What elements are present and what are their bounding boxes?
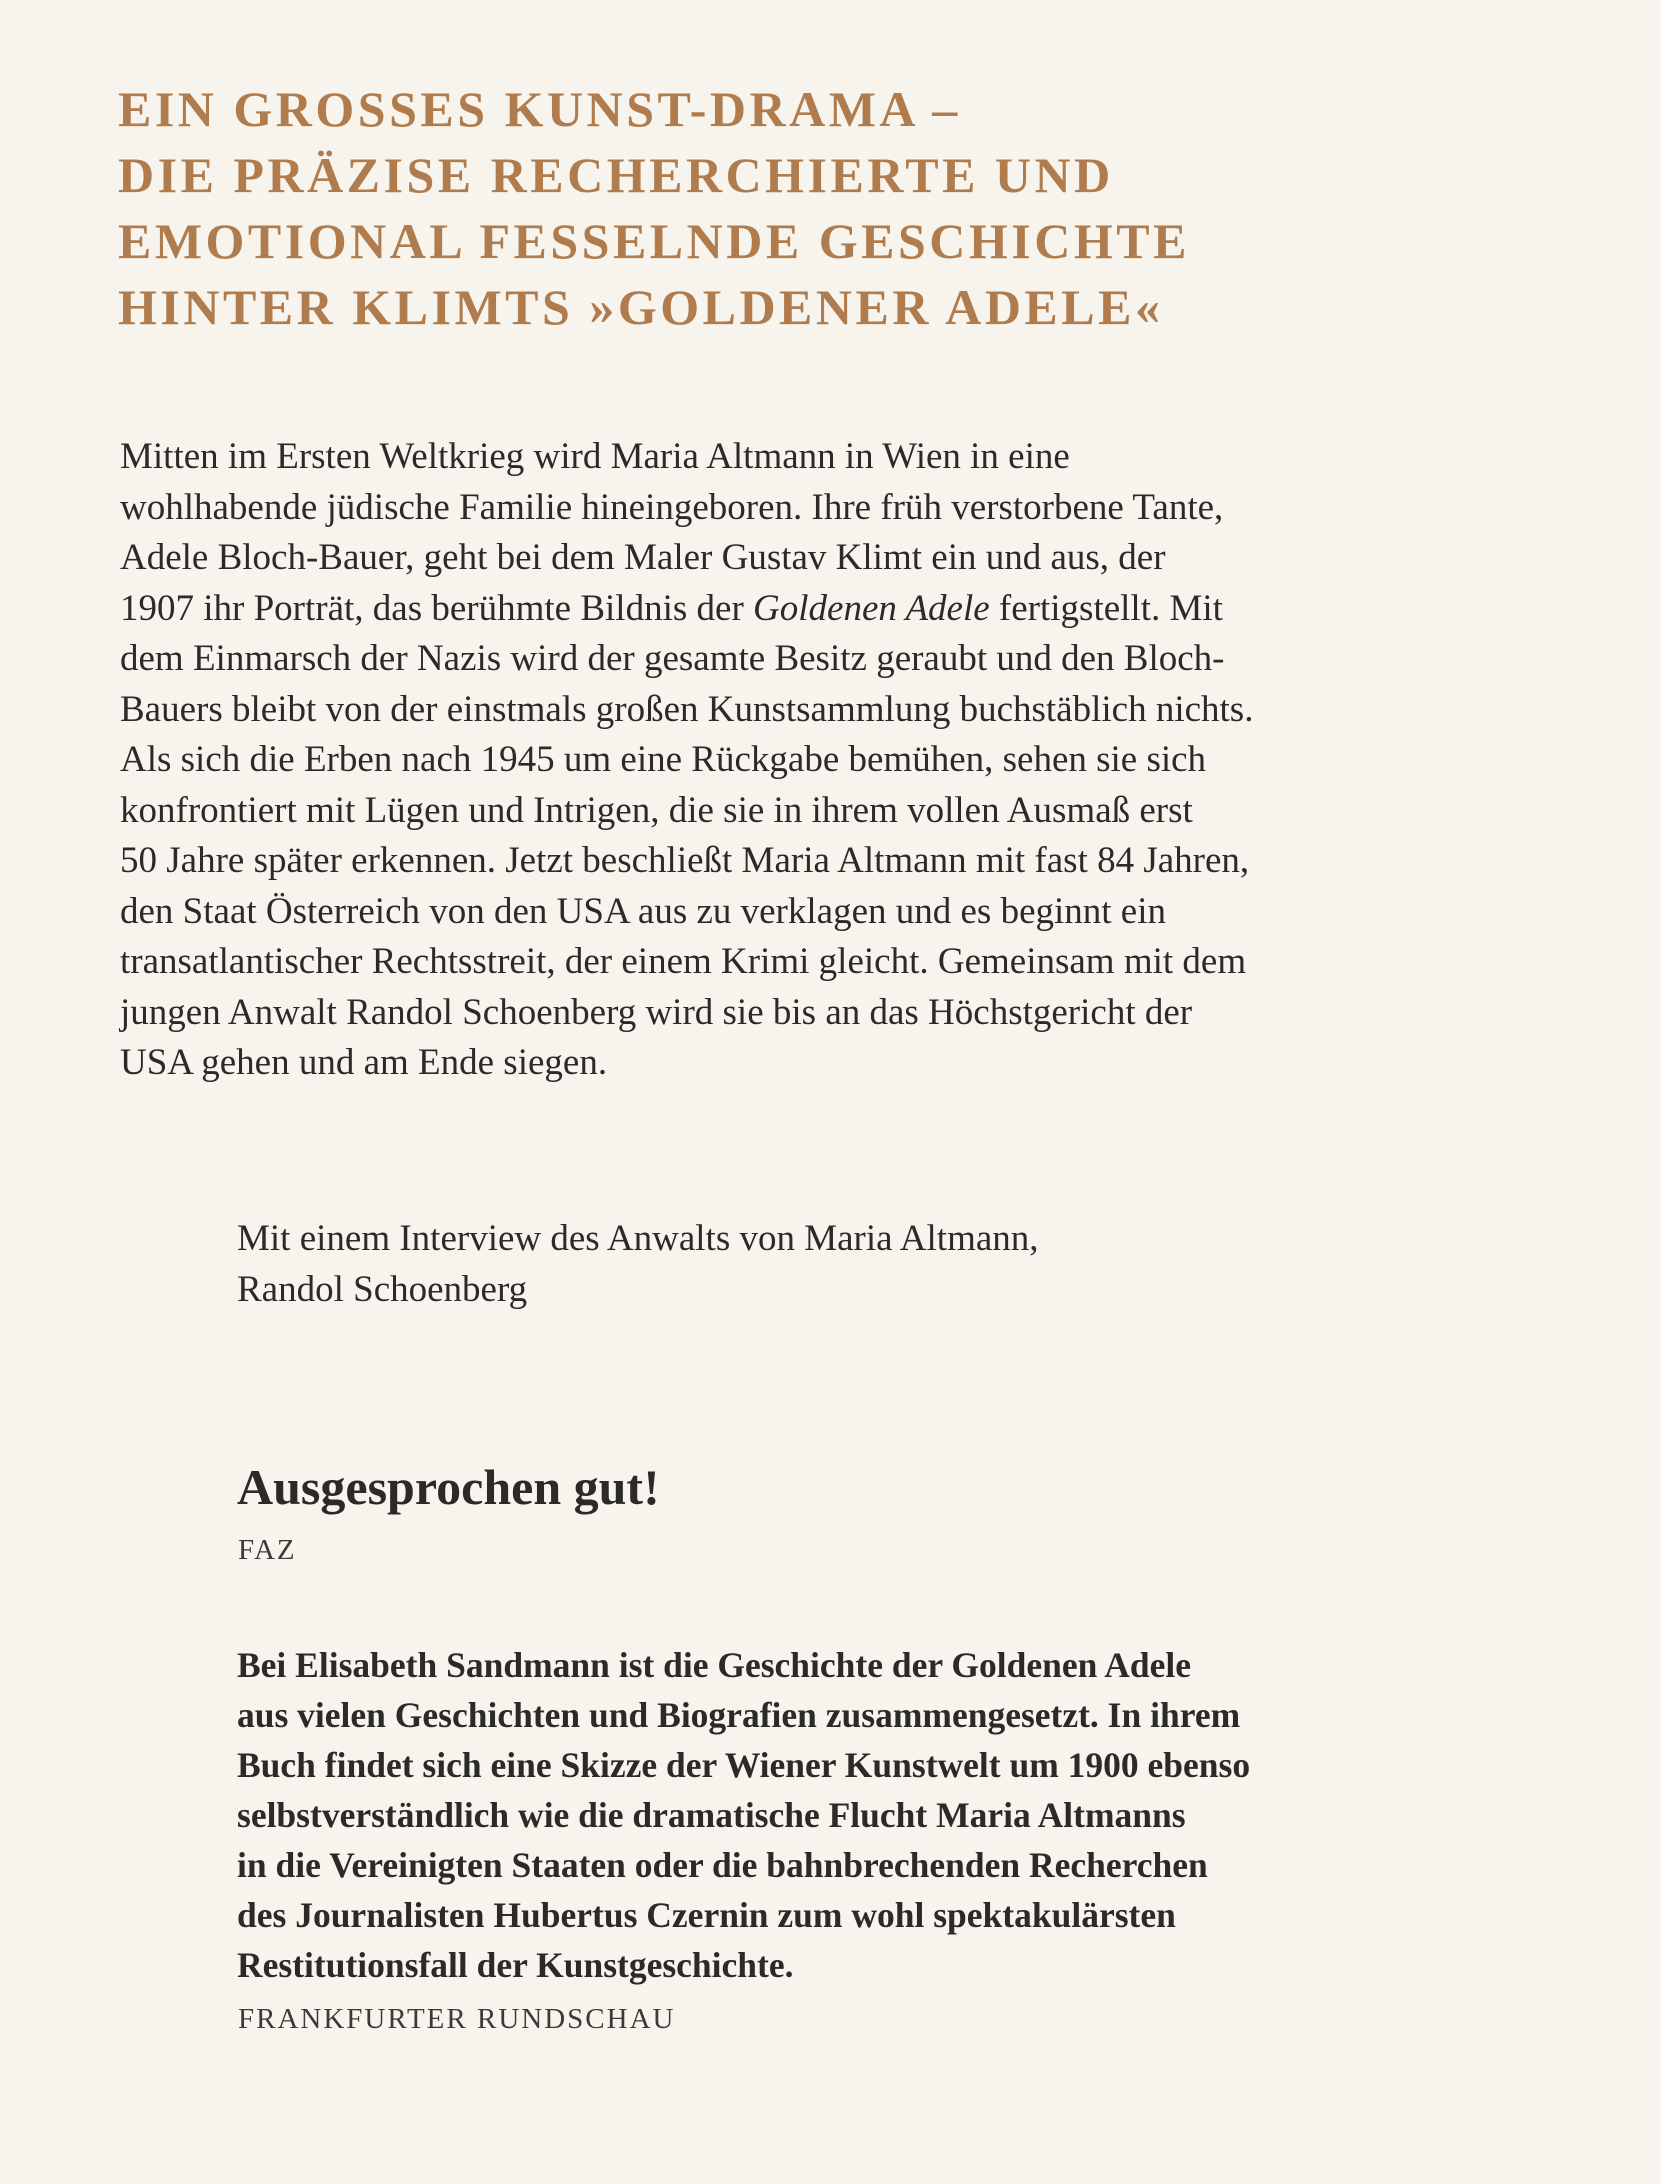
review-line: des Journalisten Hubertus Czernin zum wohl spektakulärsten xyxy=(237,1895,1176,1935)
description-line: Adele Bloch-Bauer, geht bei dem Maler Gustav Klimt ein und aus, der xyxy=(120,537,1166,578)
interview-note xyxy=(237,1214,1537,1315)
review-quote-fr xyxy=(237,1640,1557,1990)
description-line: Mitten im Ersten Weltkrieg wird Maria Altmann in Wien in eine xyxy=(120,436,1070,477)
review-line: Restitutionsfall der Kunstgeschichte. xyxy=(237,1945,794,1985)
headline xyxy=(118,76,1558,340)
review-line: Buch findet sich eine Skizze der Wiener Kunstwelt um 1900 ebenso xyxy=(237,1745,1251,1785)
interview-line: Mit einem Interview des Anwalts von Maria Altmann, xyxy=(237,1218,1039,1259)
headline-line: EMOTIONAL FESSELNDE GESCHICHTE xyxy=(118,213,1190,269)
description-line: den Staat Österreich von den USA aus zu verklagen und es beginnt ein xyxy=(120,890,1167,932)
description-line: USA gehen und am Ende siegen. xyxy=(120,1042,608,1083)
description-line: Als sich die Erben nach 1945 um eine Rückgabe bemühen, sehen sie sich xyxy=(120,739,1207,780)
review-quote-faz: Ausgesprochen gut! xyxy=(237,1459,660,1515)
review-line: Bei Elisabeth Sandmann ist die Geschichte der Goldenen Adele xyxy=(237,1645,1191,1685)
interview-line: Randol Schoenberg xyxy=(237,1268,528,1310)
headline-line: EIN GROSSES KUNST-DRAMA – xyxy=(118,81,961,137)
description-line: Bauers bleibt von der einstmals großen Kunstsammlung buchstäblich nichts. xyxy=(120,688,1254,730)
description-line: jungen Anwalt Randol Schoenberg wird sie bis an das Höchstgericht der xyxy=(120,991,1193,1033)
description-line xyxy=(120,584,1540,635)
description-line: konfrontiert mit Lügen und Intrigen, die sie in ihrem vollen Ausmaß erst xyxy=(120,789,1193,831)
description-text: 1907 ihr Porträt, das berühmte Bildnis der xyxy=(120,587,754,629)
description-paragraph xyxy=(120,432,1540,1089)
description-text: fertigstellt. Mit xyxy=(989,587,1223,629)
description-line: dem Einmarsch der Nazis wird der gesamte Besitz geraubt und den Bloch- xyxy=(120,638,1225,679)
description-line: 50 Jahre später erkennen. Jetzt beschließt Maria Altmann mit fast 84 Jahren, xyxy=(120,840,1250,881)
painting-title: Goldenen Adele xyxy=(753,587,990,629)
headline-line: DIE PRÄZISE RECHERCHIERTE UND xyxy=(118,147,1114,203)
headline-line: HINTER KLIMTS »GOLDENER ADELE« xyxy=(118,279,1164,335)
review-source-faz: FAZ xyxy=(238,1534,297,1566)
review-line: selbstverständlich wie die dramatische Flucht Maria Altmanns xyxy=(237,1795,1186,1835)
review-line: in die Vereinigten Staaten oder die bahnbrechenden Recherchen xyxy=(237,1845,1208,1885)
review-source-fr: FRANKFURTER RUNDSCHAU xyxy=(238,2003,676,2035)
review-line: aus vielen Geschichten und Biografien zusammengesetzt. In ihrem xyxy=(237,1695,1241,1735)
description-line: transatlantischer Rechtsstreit, der einem Krimi gleicht. Gemeinsam mit dem xyxy=(120,941,1247,982)
description-line: wohlhabende jüdische Familie hineingeboren. Ihre früh verstorbene Tante, xyxy=(120,486,1224,528)
